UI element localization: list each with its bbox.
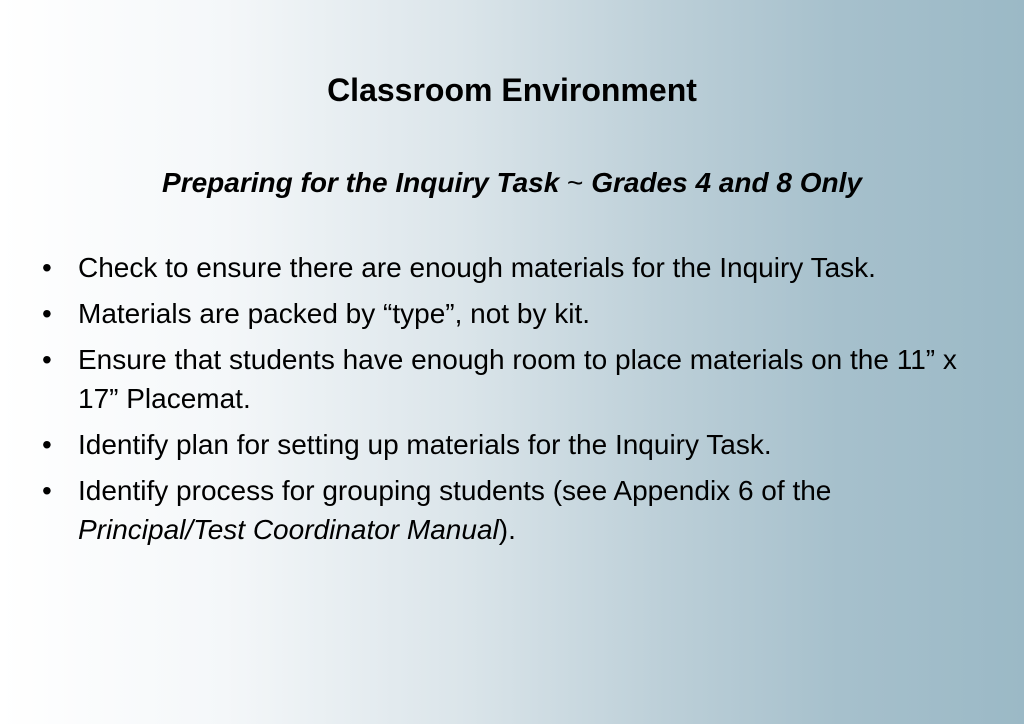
list-item [42, 294, 982, 333]
subtitle-main: Preparing for the Inquiry Task [162, 167, 560, 198]
slide-subtitle [0, 164, 1024, 202]
bullet-marker: • [42, 475, 52, 506]
list-item [42, 340, 982, 418]
bullet-text-start: Identify process for grouping students (see Appendix 6 of the [78, 475, 832, 506]
bullet-text: Ensure that students have enough room to place materials on the 11” x 17” Placemat. [78, 344, 957, 414]
list-item [42, 248, 982, 287]
bullet-text: Identify plan for setting up materials for the Inquiry Task. [78, 429, 772, 460]
bullet-text: Check to ensure there are enough materials for the Inquiry Task. [78, 252, 876, 283]
slide-title: Classroom Environment [327, 72, 697, 108]
list-item [42, 425, 982, 464]
subtitle-separator: ~ [559, 167, 592, 198]
bullet-list [42, 248, 982, 556]
bullet-marker: • [42, 298, 52, 329]
bullet-text-end: ). [498, 514, 516, 545]
bullet-marker: • [42, 252, 52, 283]
list-item [42, 471, 982, 549]
bullet-marker: • [42, 429, 52, 460]
manual-title: Principal/Test Coordinator Manual [78, 514, 499, 545]
subtitle-grades: Grades 4 and 8 Only [591, 167, 862, 198]
bullet-marker: • [42, 344, 52, 375]
bullet-text: Materials are packed by “type”, not by kit. [78, 298, 590, 329]
